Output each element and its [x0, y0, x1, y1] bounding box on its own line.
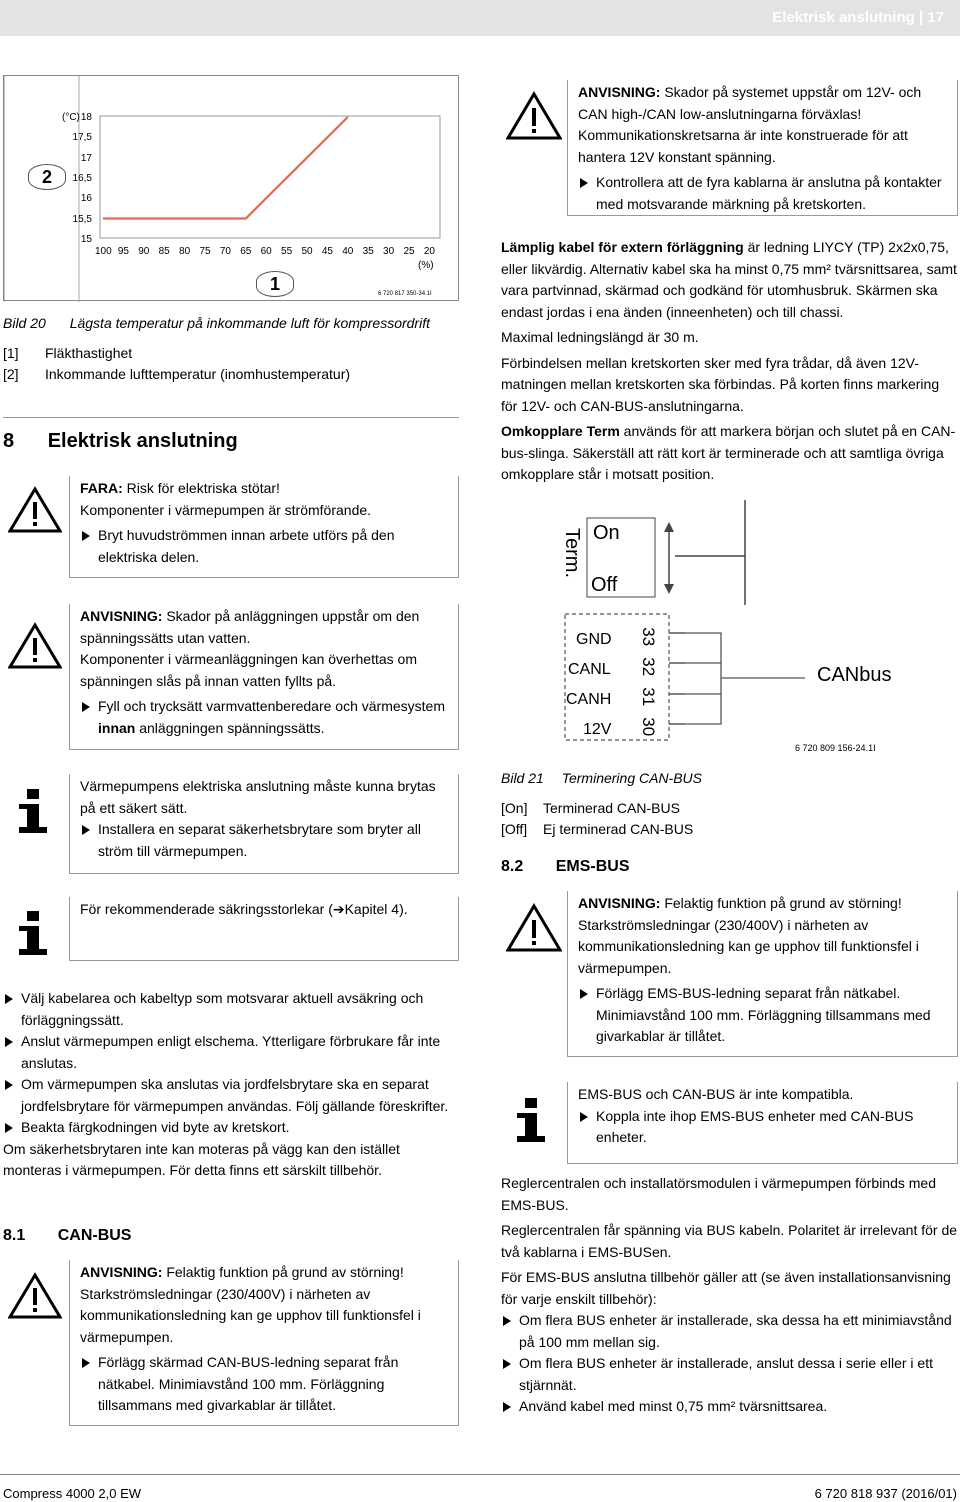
pin-canh: CANH: [566, 691, 612, 708]
paragraph: Om säkerhetsbrytaren inte kan moteras på vägg kan den istället monteras i värmepumpen. För detta finns ett särskilt tillbehör.: [3, 1140, 400, 1178]
anvisning-bullet: Förlägg skärmad CAN-BUS-ledning separat från nätkabel. Minimiavstånd 100 mm. Förläggning tillsammans med givarkablar är tillåtet.: [80, 1352, 450, 1417]
figure-21: [501, 490, 958, 755]
p4-text: används för att markera början och slutet på en CAN-bus-slinga. Säkerställ att rätt kort är terminerade och att samtliga övriga omkopplare står i motsatt position.: [501, 423, 956, 482]
anvisning-line2: Starkströmsledningar (230/400V) i närheten av kommunikationsledning kan ge upphov till funktionsfel i värmepumpen.: [578, 916, 919, 976]
footer-left: Compress 4000 2,0 EW: [3, 1486, 142, 1501]
figure-20-caption: [3, 313, 430, 334]
info-text: För rekommenderade säkringsstorlekar (➔Kapitel 4).: [80, 901, 408, 917]
y-unit: (°C): [62, 112, 80, 123]
section-num: 8: [3, 430, 15, 452]
legend-key: [On]: [501, 800, 528, 816]
pin-num: 30: [639, 717, 659, 737]
footer-right: 6 720 818 937 (2016/01): [814, 1486, 957, 1501]
info-box-82: [567, 1082, 958, 1164]
x-tick-label: 75: [199, 246, 211, 257]
anvisning-bullet: Förlägg EMS-BUS-ledning separat från nätkabel. Minimiavstånd 100 mm. Förläggning tillsammans med givarkablar är tillåtet.: [578, 983, 949, 1048]
legend-key: [2]: [3, 366, 19, 382]
paragraph: För EMS-BUS anslutna tillbehör gäller att (se även installationsanvisning för varje enskilt tillbehör):: [501, 1269, 951, 1307]
info-text: EMS-BUS och CAN-BUS är inte kompatibla.: [578, 1086, 854, 1102]
x-tick-label: 25: [403, 246, 415, 257]
pin-num: 32: [639, 657, 659, 677]
figure-20-legend: [3, 343, 459, 385]
section-divider: [3, 417, 459, 418]
list-item: Om flera BUS enheter är installerade, ska dessa ha ett minimiavstånd på 100 mm mellan sig.: [501, 1310, 958, 1353]
caption-num: Bild 20: [3, 315, 46, 331]
list-item: Välj kabelarea och kabeltyp som motsvarar aktuell avsäkring och förläggningssätt.: [3, 988, 459, 1031]
figure-code: 6 720 817 350-34.1I: [378, 291, 432, 297]
section-title: CAN-BUS: [57, 1227, 132, 1244]
list-item: Beakta färgkodningen vid byte av kretskort.: [3, 1117, 459, 1139]
info-text: Värmepumpens elektriska anslutning måste kunna brytas på ett säkert sätt.: [80, 778, 436, 816]
warning-icon: [506, 91, 562, 147]
x-tick-label: 70: [219, 246, 231, 257]
info-box-1: [69, 774, 459, 874]
x-tick-label: 60: [260, 246, 272, 257]
section-title: Elektrisk anslutning: [47, 430, 238, 452]
pin-num: 33: [639, 627, 659, 647]
section-8-2-heading: [501, 855, 629, 879]
figure-20: [3, 75, 459, 301]
legend-key: [1]: [3, 345, 19, 361]
info-icon: [13, 787, 53, 843]
pin-gnd: GND: [576, 631, 612, 648]
anvisning-label: ANVISNING:: [578, 895, 661, 911]
caption-num: Bild 21: [501, 770, 544, 786]
anvisning-bullet: [80, 696, 450, 739]
legend-text: Fläkthastighet: [45, 345, 133, 361]
legend-text: Ej terminerad CAN-BUS: [543, 821, 694, 837]
legend-text: Inkommande lufttemperatur (inomhustemperatur): [45, 366, 351, 382]
paragraph: Maximal ledningslängd är 30 m.: [501, 329, 699, 345]
x-tick-label: 35: [362, 246, 374, 257]
anvisning-box-81: [69, 1260, 459, 1426]
anvisning-box-82: [567, 891, 958, 1057]
info-bullet: Koppla inte ihop EMS-BUS enheter med CAN-BUS enheter.: [578, 1106, 949, 1149]
off-label: Off: [591, 574, 618, 596]
y-tick-label: 17,5: [72, 132, 92, 144]
x-tick-label: 45: [321, 246, 333, 257]
y-tick-label: 15: [80, 233, 92, 245]
header-title: Elektrisk anslutning | 17: [772, 9, 944, 26]
anvisning-line2: Komponenter i värmeanläggningen kan överhettas om spänningen slås på innan vatten fyllts på.: [80, 651, 417, 689]
info-bullet: Installera en separat säkerhetsbrytare som bryter all ström till värmepumpen.: [80, 819, 450, 862]
info-icon: [511, 1096, 551, 1152]
section-8-bullets: [3, 988, 459, 1182]
paragraph: Reglercentralen och installatörsmodulen i värmepumpen förbinds med EMS-BUS.: [501, 1175, 937, 1213]
fara-label: FARA:: [80, 480, 123, 496]
figure-code: 6 720 809 156-24.1I: [795, 743, 876, 753]
anvisning-text: Felaktig funktion på grund av störning!: [660, 895, 902, 911]
anvisning-box-right: [567, 80, 958, 216]
y-tick-label: 18: [80, 112, 92, 123]
anvisning-line2: Kommunikationskretsarna är inte konstruerade för att hantera 12V konstant spänning.: [578, 127, 908, 165]
figure-21-legend: [501, 798, 958, 840]
paragraph: Reglercentralen får spänning via BUS kabeln. Polaritet är irrelevant för de två kablarna i EMS-BUSen.: [501, 1222, 958, 1260]
figure-21-caption: [501, 768, 702, 789]
bullet-text-a: Fyll och trycksätt varmvattenberedare och värmesystem: [98, 698, 446, 714]
y-tick-label: 17: [80, 152, 92, 164]
section-num: 8.2: [501, 858, 524, 875]
warning-icon: [8, 1272, 62, 1326]
x-tick-label: 20: [423, 246, 435, 257]
fara-bullet: Bryt huvudströmmen innan arbete utförs på den elektriska delen.: [80, 525, 450, 568]
y-tick-label: 15,5: [72, 213, 92, 225]
on-label: On: [593, 522, 620, 544]
info-box-2: [69, 897, 459, 961]
list-item: Om flera BUS enheter är installerade, anslut dessa i serie eller i ett stjärnnät.: [501, 1353, 958, 1396]
section-82-body: [501, 1173, 958, 1418]
plot-area: [100, 116, 440, 238]
bullet-text-b: anläggningen spänningssätts.: [135, 719, 325, 736]
caption-text: Terminering CAN-BUS: [561, 770, 703, 786]
right-paragraphs: [501, 237, 958, 486]
pin-canl: CANL: [568, 661, 611, 678]
legend-key: [Off]: [501, 821, 528, 837]
list-item: Använd kabel med minst 0,75 mm² tvärsnittsarea.: [501, 1396, 958, 1418]
section-title: EMS-BUS: [555, 858, 630, 875]
bullet-bold: innan: [98, 719, 136, 736]
badge-1: 1: [256, 271, 294, 297]
anvisning-label: ANVISNING:: [578, 84, 661, 100]
section-8-heading: [3, 426, 238, 456]
p1-text: är ledning LIYCY (TP) 2x2x0,75, eller likvärdig. Alternativ kabel ska ha minst 0,75 mm² tvärsnittsarea, samt vara partvinnad, skärmad och godkänd för utomhusbruk. Skärmen ska endast jordas i ena änden (inneenheten) och till chassi.: [501, 239, 957, 320]
anvisning-text: Skador på systemet uppstår om 12V- och CAN high-/CAN low-anslutningarna förväxlas!: [578, 84, 922, 122]
fara-box: [69, 476, 459, 578]
pin-12v: 12V: [583, 721, 612, 738]
legend-text: Terminerad CAN-BUS: [543, 800, 680, 816]
list-item: Anslut värmepumpen enligt elschema. Ytterligare förbrukare får inte anslutas.: [3, 1031, 459, 1074]
series-line: [103, 117, 348, 219]
anvisning-label: ANVISNING:: [80, 608, 163, 624]
x-tick-label: 40: [342, 246, 354, 257]
y-tick-label: 16,5: [72, 172, 92, 184]
x-tick-label: 80: [179, 246, 191, 257]
p1-bold: Lämplig kabel för extern förläggning: [501, 239, 744, 255]
badge-2: 2: [28, 164, 66, 190]
anvisning-text: Skador på anläggningen uppstår om den spänningssätts utan vatten.: [80, 608, 420, 646]
x-tick-label: 90: [138, 246, 150, 257]
x-tick-label: 100: [95, 246, 112, 257]
paragraph: Förbindelsen mellan kretskorten sker med fyra trådar, då även 12V-matningen mellan kretskorten ska förbindas. På korten finns markering för 12V- och CAN-BUS-anslutningarna.: [501, 354, 940, 414]
canbus-label: CANbus: [817, 664, 892, 686]
x-tick-label: 50: [301, 246, 313, 257]
y-tick-label: 16: [80, 193, 92, 205]
footer-divider: [0, 1474, 960, 1475]
warning-icon: [8, 486, 62, 540]
fara-text: Risk för elektriska stötar!: [122, 480, 280, 496]
x-tick-label: 30: [383, 246, 395, 257]
x-tick-label: 95: [117, 246, 129, 257]
anvisning-text: Felaktig funktion på grund av störning!: [162, 1264, 404, 1280]
list-item: Om värmepumpen ska anslutas via jordfelsbrytare ska en separat jordfelsbrytare för värmepumpen användas. Följ gällande föreskrifter.: [3, 1074, 459, 1117]
anvisning-line2: Starkströmsledningar (230/400V) i närheten av kommunikationsledning kan ge upphov till funktionsfel i värmepumpen.: [80, 1285, 421, 1345]
warning-icon: [506, 903, 562, 959]
section-num: 8.1: [3, 1227, 26, 1244]
x-unit: (%): [418, 260, 434, 271]
anvisning-box-1: [69, 604, 459, 750]
info-icon: [13, 909, 53, 965]
anvisning-label: ANVISNING:: [80, 1264, 163, 1280]
warning-icon: [8, 622, 62, 676]
x-tick-label: 55: [281, 246, 293, 257]
pin-num: 31: [639, 687, 659, 707]
x-tick-label: 85: [158, 246, 170, 257]
term-label: Term.: [561, 528, 583, 578]
fara-line2: Komponenter i värmepumpen är strömförande.: [80, 501, 372, 518]
caption-text: Lägsta temperatur på inkommande luft för kompressordrift: [69, 315, 430, 331]
anvisning-bullet: Kontrollera att de fyra kablarna är anslutna på kontakter med motsvarande märkning på kretskorten.: [578, 172, 949, 215]
section-8-1-heading: [3, 1224, 131, 1248]
p4-bold: Omkopplare Term: [501, 423, 620, 439]
x-tick-label: 65: [240, 246, 252, 257]
